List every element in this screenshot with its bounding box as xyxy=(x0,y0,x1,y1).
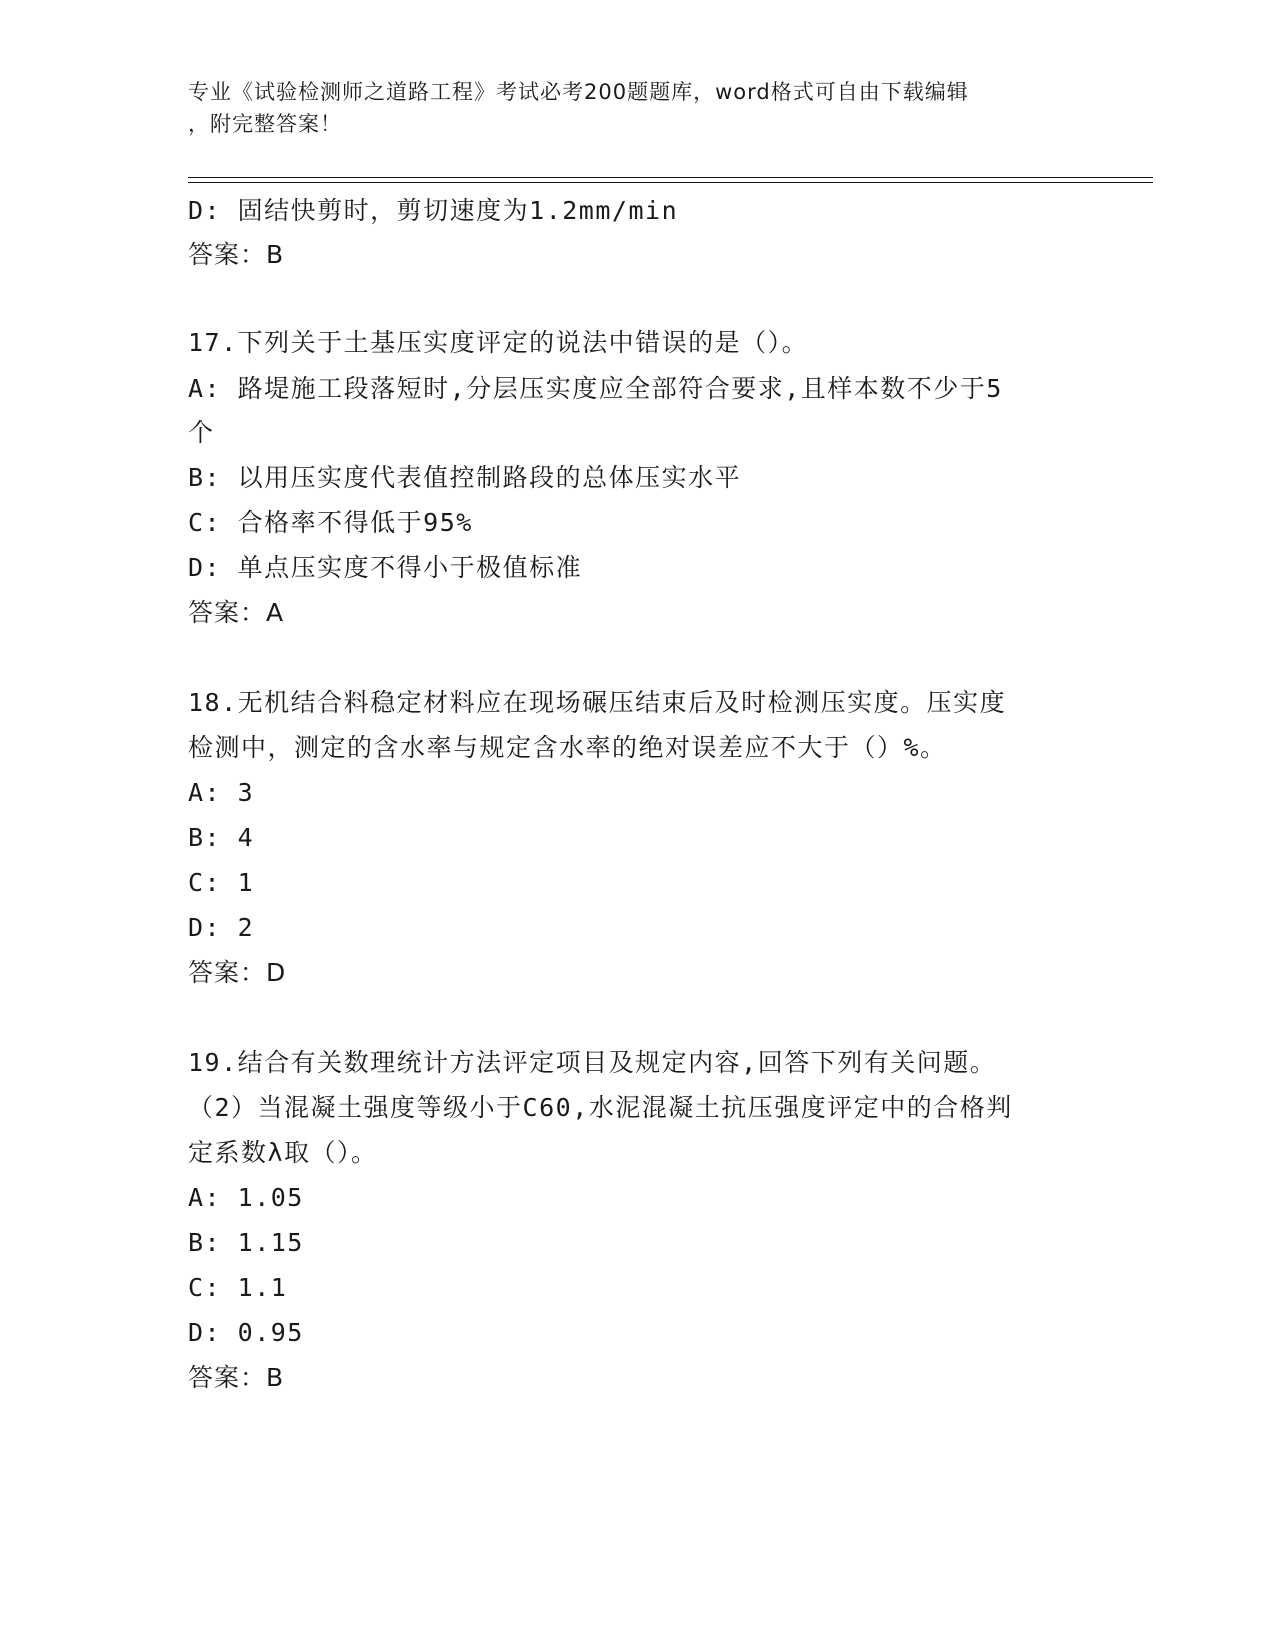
header-line-2: ，附完整答案！ xyxy=(188,112,342,136)
q17-option-b: B: 以用压实度代表值控制路段的总体压实水平 xyxy=(188,463,742,492)
q18-option-c: C: 1 xyxy=(188,868,255,897)
q17-option-a-cont: 个 xyxy=(188,418,215,447)
q18-option-a: A: 3 xyxy=(188,778,255,807)
q18-stem: 18.无机结合料稳定材料应在现场碾压结束后及时检测压实度。压实度 xyxy=(188,688,1007,717)
header-divider-top xyxy=(188,177,1153,178)
q19-stem-cont-1: （2）当混凝土强度等级小于C60,水泥混凝土抗压强度评定中的合格判 xyxy=(188,1093,1013,1122)
q17-option-a: A: 路堤施工段落短时,分层压实度应全部符合要求,且样本数不少于5 xyxy=(188,374,1003,403)
prev-option-d: D: 固结快剪时，剪切速度为1.2mm/min xyxy=(188,196,679,225)
q18-option-b: B: 4 xyxy=(188,823,255,852)
q17-option-d: D: 单点压实度不得小于极值标准 xyxy=(188,553,583,582)
q19-stem-cont-2: 定系数λ取（）。 xyxy=(188,1138,378,1167)
header-divider-bottom xyxy=(188,182,1153,183)
q18-stem-cont: 检测中，测定的含水率与规定含水率的绝对误差应不大于（）%。 xyxy=(188,733,947,762)
q18-option-d: D: 2 xyxy=(188,913,255,942)
header-line-1: 专业《试验检测师之道路工程》考试必考200题题库，word格式可自由下载编辑 xyxy=(188,80,969,104)
q17-option-c: C: 合格率不得低于95% xyxy=(188,508,473,537)
document-header xyxy=(188,76,1088,140)
q19-option-c: C: 1.1 xyxy=(188,1273,288,1302)
q19-answer: 答案：B xyxy=(188,1363,285,1392)
q19-option-b: B: 1.15 xyxy=(188,1228,304,1257)
q19-option-d: D: 0.95 xyxy=(188,1318,304,1347)
q17-answer: 答案：A xyxy=(188,598,285,627)
prev-answer: 答案：B xyxy=(188,240,285,269)
q17-stem: 17.下列关于土基压实度评定的说法中错误的是（）。 xyxy=(188,328,809,357)
q19-stem: 19.结合有关数理统计方法评定项目及规定内容,回答下列有关问题。 xyxy=(188,1048,997,1077)
q19-option-a: A: 1.05 xyxy=(188,1183,304,1212)
q18-answer: 答案：D xyxy=(188,958,287,987)
